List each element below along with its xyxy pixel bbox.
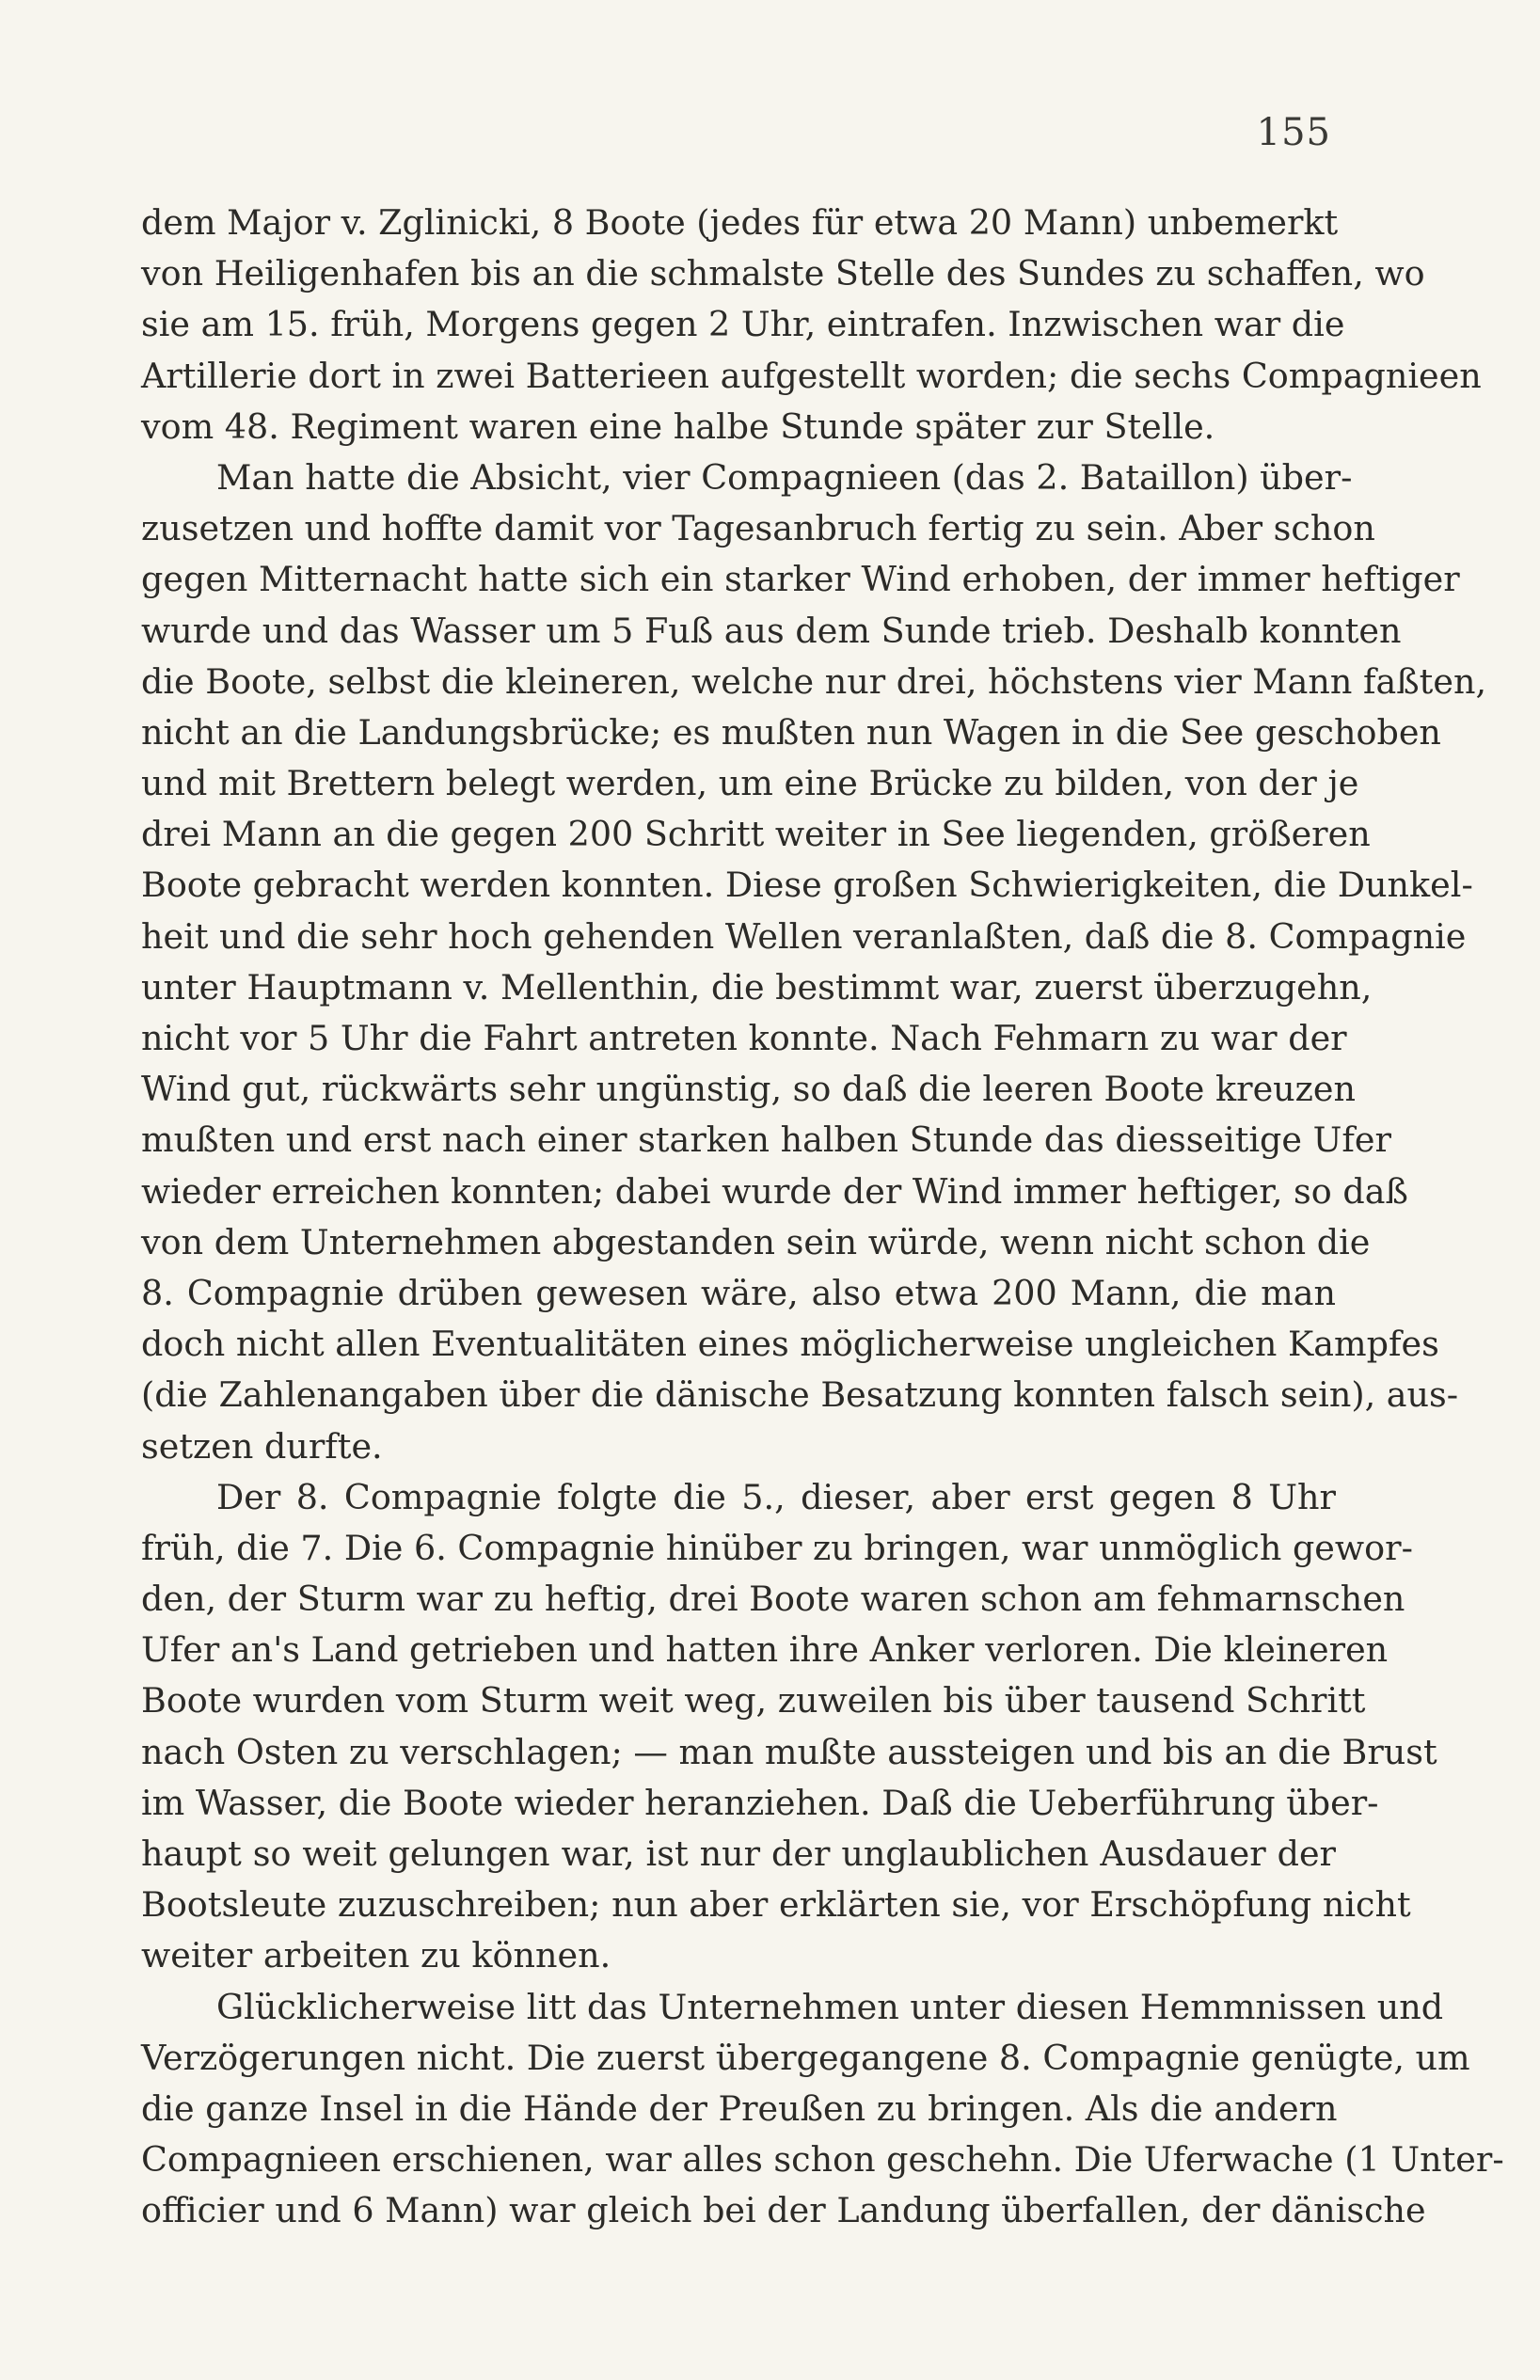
body-text — [141, 198, 1504, 2237]
text-line: die Boote, selbst die kleineren, welche nur drei, höchstens vier Mann faßten, — [141, 660, 1487, 702]
text-line: Der 8. Compagnie folgte die 5., dieser, aber erst gegen 8 Uhr — [216, 1476, 1336, 1517]
text-line: Wind gut, rückwärts sehr ungünstig, so daß die leeren Boote kreuzen — [141, 1069, 1357, 1110]
text-line: Verzögerungen nicht. Die zuerst übergegangene 8. Compagnie genügte, um — [141, 2037, 1470, 2078]
text-line: nicht an die Landungsbrücke; es mußten nun Wagen in die See geschoben — [141, 711, 1441, 753]
text-line: zusetzen und hoffte damit vor Tagesanbruch fertig zu sein. Aber schon — [141, 508, 1375, 549]
text-line: wieder erreichen konnten; dabei wurde der Wind immer heftiger, so daß — [141, 1170, 1408, 1212]
text-line: dem Major v. Zglinicki, 8 Boote (jedes für etwa 20 Mann) unbemerkt — [141, 202, 1339, 243]
text-line: Compagnieen erschienen, war alles schon geschehn. Die Uferwache (1 Unter- — [141, 2139, 1504, 2181]
text-line: früh, die 7. Die 6. Compagnie hinüber zu bringen, war unmöglich gewor- — [141, 1527, 1413, 1568]
text-line: und mit Brettern belegt werden, um eine Brücke zu bilden, von der je — [141, 763, 1359, 804]
text-line: setzen durfte. — [141, 1425, 383, 1467]
text-line: Boote wurden vom Sturm weit weg, zuweilen bis über tausend Schritt — [141, 1680, 1366, 1722]
text-line: Artillerie dort in zwei Batterieen aufgestellt worden; die sechs Compagnieen — [141, 355, 1482, 396]
text-line: von Heiligenhafen bis an die schmalste Stelle des Sundes zu schaffen, wo — [141, 253, 1425, 294]
text-line: heit und die sehr hoch gehenden Wellen veranlaßten, daß die 8. Compagnie — [141, 915, 1467, 957]
text-line: (die Zahlenangaben über die dänische Besatzung konnten falsch sein), aus- — [141, 1374, 1459, 1416]
text-line: die ganze Insel in die Hände der Preußen zu bringen. Als die andern — [141, 2087, 1338, 2129]
text-line: nicht vor 5 Uhr die Fahrt antreten konnte. Nach Fehmarn zu war der — [141, 1018, 1347, 1058]
text-line: Glücklicherweise litt das Unternehmen unter diesen Hemmnissen und — [216, 1986, 1444, 2027]
text-line: Ufer an's Land getrieben und hatten ihre Anker verloren. Die kleineren — [141, 1629, 1389, 1671]
text-line: nach Osten zu verschlagen; — man mußte aussteigen und bis an die Brust — [141, 1731, 1437, 1772]
text-line: im Wasser, die Boote wieder heranziehen. Daß die Ueberführung über- — [141, 1782, 1379, 1823]
text-line: Man hatte die Absicht, vier Compagnieen (das 2. Bataillon) über- — [216, 456, 1353, 498]
text-line: mußten und erst nach einer starken halben Stunde das diesseitige Ufer — [141, 1119, 1391, 1161]
text-line: officier und 6 Mann) war gleich bei der Landung überfallen, der dänische — [141, 2190, 1426, 2231]
text-line: weiter arbeiten zu können. — [141, 1935, 611, 1976]
text-line: Boote gebracht werden konnten. Diese großen Schwierigkeiten, die Dunkel- — [141, 865, 1473, 906]
text-line: unter Hauptmann v. Mellenthin, die bestimmt war, zuerst überzugehn, — [141, 966, 1373, 1008]
text-line: den, der Sturm war zu heftig, drei Boote waren schon am fehmarnschen — [141, 1579, 1405, 1620]
text-line: gegen Mitternacht hatte sich ein starker Wind erhoben, der immer heftiger — [141, 559, 1460, 600]
text-line: wurde und das Wasser um 5 Fuß aus dem Sunde trieb. Deshalb konnten — [141, 610, 1402, 651]
text-line: Bootsleute zuzuschreiben; nun aber erklärten sie, vor Erschöpfung nicht — [141, 1884, 1411, 1926]
page-number: 155 — [1256, 111, 1331, 154]
text-line: drei Mann an die gegen 200 Schritt weiter in See liegenden, größeren — [141, 814, 1371, 855]
text-line: vom 48. Regiment waren eine halbe Stunde später zur Stelle. — [141, 405, 1215, 447]
text-line: von dem Unternehmen abgestanden sein würde, wenn nicht schon die — [141, 1221, 1371, 1262]
text-line: haupt so weit gelungen war, ist nur der unglaublichen Ausdauer der — [141, 1833, 1336, 1874]
text-line: sie am 15. früh, Morgens gegen 2 Uhr, eintrafen. Inzwischen war die — [141, 304, 1345, 345]
text-line: doch nicht allen Eventualitäten eines möglicherweise ungleichen Kampfes — [141, 1324, 1439, 1365]
text-line: 8. Compagnie drüben gewesen wäre, also etwa 200 Mann, die man — [141, 1272, 1336, 1313]
